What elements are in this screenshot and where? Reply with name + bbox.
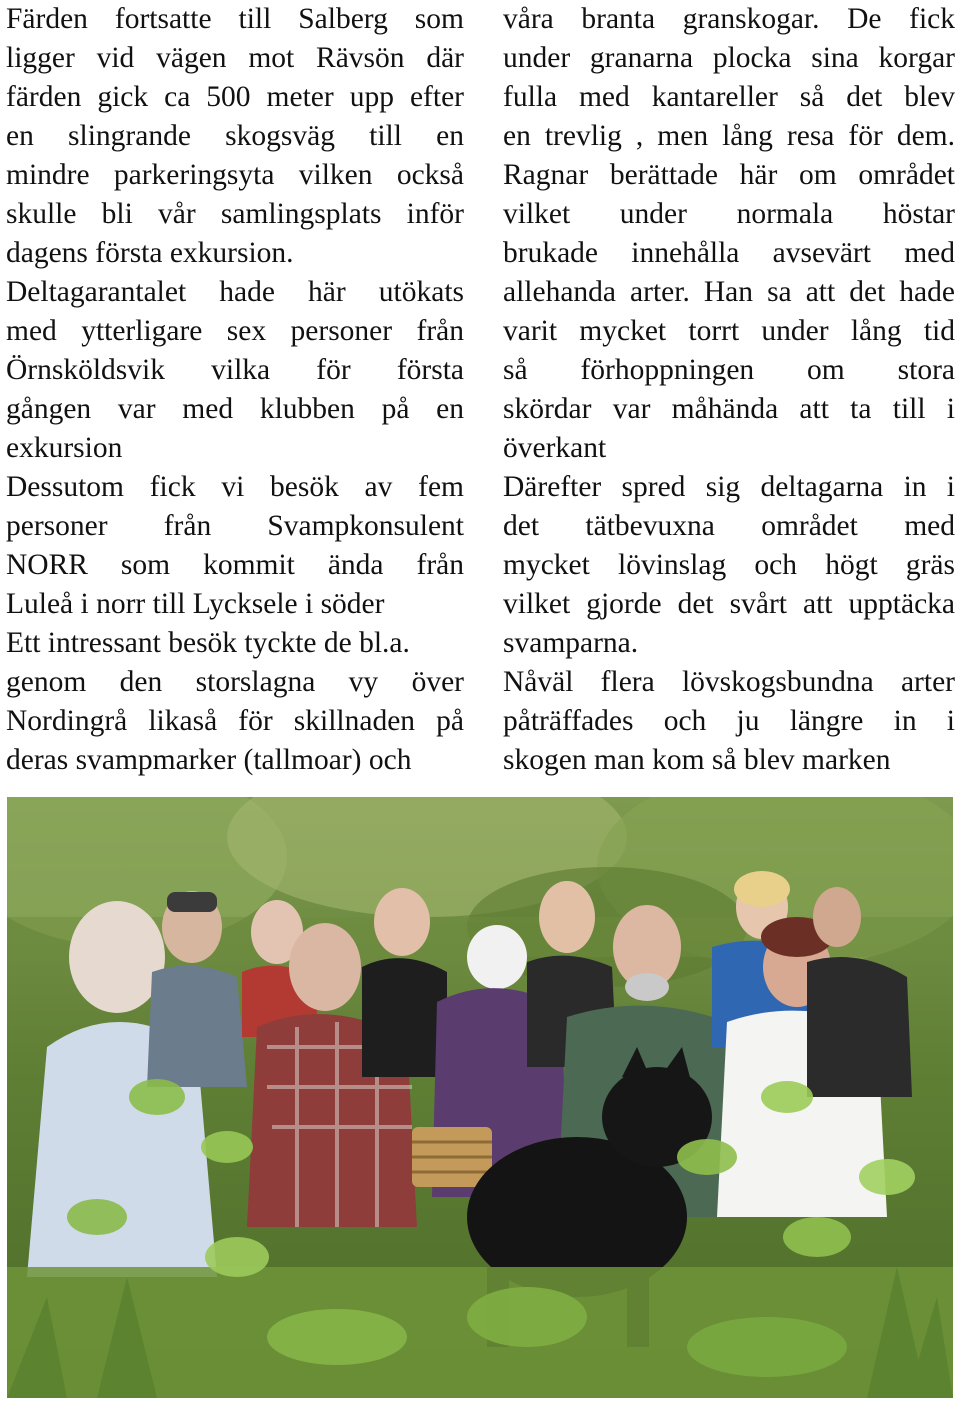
text-line: brukade innehålla avsevärt med [503,237,955,269]
text-line: våra branta granskogar. De fick [503,3,955,35]
text-line: NORR som kommit ända från [6,549,464,581]
text-line: överkant [503,432,607,464]
text-line: vilket gjorde det svårt att upptäcka [503,588,955,620]
text-line: under granarna plocka sina korgar [503,42,955,74]
text-line: exkursion [6,432,123,464]
text-line: Ett intressant besök tyckte de bl.a. [6,627,410,659]
text-line: Nåväl flera lövskogsbundna arter [503,666,955,698]
article-column-left [6,0,464,780]
text-line: Örnsköldsvik vilka för första [6,354,464,386]
text-line: en slingrande skogsväg till en [6,120,464,152]
text-line: Därefter spred sig deltagarna in i [503,471,955,503]
text-line: fulla med kantareller så det blev [503,81,955,113]
text-line: varit mycket torrt under lång tid [503,315,955,347]
text-line: mindre parkeringsyta vilken också [6,159,464,191]
text-line: en trevlig , men lång resa för dem. [503,120,955,152]
text-line: personer från Svampkonsulent [6,510,464,542]
text-line: genom den storslagna vy över [6,666,464,698]
group-photo [7,797,953,1398]
text-line: Deltagarantalet hade här utökats [6,276,464,308]
text-line: allehanda arter. Han sa att det hade [503,276,955,308]
text-line: gången var med klubben på en [6,393,464,425]
text-line: Luleå i norr till Lycksele i söder [6,588,385,620]
text-line: Ragnar berättade här om området [503,159,955,191]
text-line: svamparna. [503,627,639,659]
text-line: ligger vid vägen mot Rävsön där [6,42,464,74]
text-line: påträffades och ju längre in i [503,705,955,737]
text-line: Dessutom fick vi besök av fem [6,471,464,503]
text-line: Nordingrå likaså för skillnaden på [6,705,464,737]
text-line: vilket under normala höstar [503,198,955,230]
text-line: med ytterligare sex personer från [6,315,464,347]
text-line: dagens första exkursion. [6,237,294,269]
article-column-right [503,0,955,780]
text-line: så förhoppningen om stora [503,354,955,386]
text-line: skulle bli vår samlingsplats inför [6,198,464,230]
text-line: Färden fortsatte till Salberg som [6,3,464,35]
text-line: det tätbevuxna området med [503,510,955,542]
text-line: skördar var måhända att ta till i [503,393,955,425]
text-line: deras svampmarker (tallmoar) och [6,744,412,776]
text-line: mycket lövinslag och högt gräs [503,549,955,581]
text-line: skogen man kom så blev marken [503,744,891,776]
text-line: färden gick ca 500 meter upp efter [6,81,464,113]
group-photo-illustration [7,797,953,1398]
